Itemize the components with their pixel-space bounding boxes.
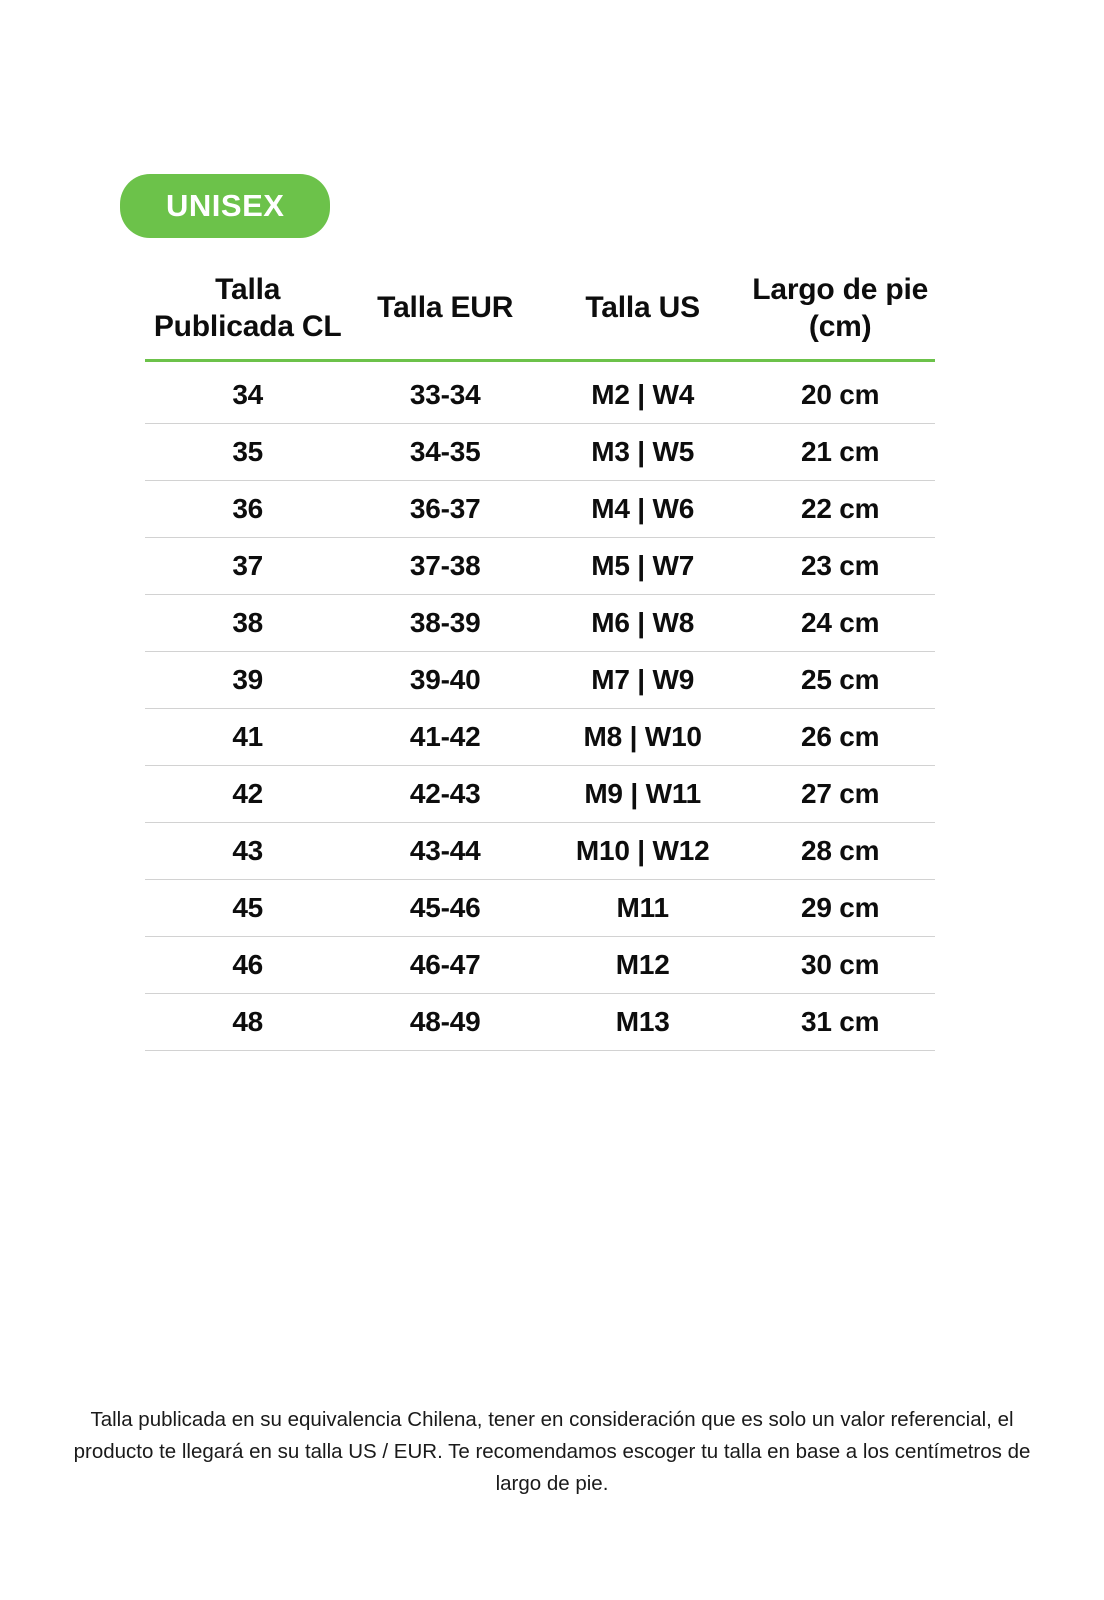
cell-talla-eur: 37-38 (409, 550, 481, 582)
cell-largo-pie: 30 cm (800, 949, 880, 981)
cell-talla-cl: 34 (232, 379, 264, 411)
unisex-badge: UNISEX (120, 174, 330, 238)
cell-talla-us: M2 | W4 (591, 379, 695, 411)
cell-largo-pie: 21 cm (800, 436, 880, 468)
cell-talla-eur: 41-42 (409, 721, 481, 753)
column-header-largo-pie: Largo de pie (cm) (752, 273, 929, 343)
cell-talla-us: M3 | W5 (591, 436, 695, 468)
cell-largo-pie: 23 cm (800, 550, 880, 582)
table-header-row (145, 272, 935, 361)
cell-largo-pie: 27 cm (800, 778, 880, 810)
cell-talla-cl: 46 (232, 949, 264, 981)
table-row (145, 880, 935, 937)
cell-talla-cl: 42 (232, 778, 264, 810)
cell-largo-pie: 20 cm (800, 379, 880, 411)
cell-talla-cl: 37 (232, 550, 264, 582)
cell-largo-pie: 26 cm (800, 721, 880, 753)
cell-talla-us: M6 | W8 (591, 607, 695, 639)
cell-largo-pie: 25 cm (800, 664, 880, 696)
cell-talla-cl: 48 (232, 1006, 264, 1038)
cell-talla-cl: 41 (232, 721, 264, 753)
table-row (145, 994, 935, 1051)
cell-talla-cl: 35 (232, 436, 264, 468)
cell-talla-eur: 46-47 (409, 949, 481, 981)
table-row (145, 766, 935, 823)
cell-talla-us: M7 | W9 (591, 664, 695, 696)
table-row (145, 823, 935, 880)
table-row (145, 709, 935, 766)
cell-largo-pie: 29 cm (800, 892, 880, 924)
category-badge-container (120, 174, 330, 238)
cell-talla-cl: 45 (232, 892, 264, 924)
disclaimer-text: Talla publicada en su equivalencia Chilena, tener en consideración que es solo un valor referencial, el producto te llegará en su talla US / EUR. Te recomendamos escoger tu talla en base a los centímetros de largo de pie. (73, 1408, 1031, 1495)
cell-talla-us: M12 (615, 949, 670, 981)
table-row (145, 424, 935, 481)
cell-talla-eur: 45-46 (409, 892, 481, 924)
column-header-talla-cl: Talla Publicada CL (153, 273, 342, 343)
cell-talla-eur: 39-40 (409, 664, 481, 696)
cell-talla-cl: 39 (232, 664, 264, 696)
cell-largo-pie: 28 cm (800, 835, 880, 867)
cell-talla-eur: 33-34 (409, 379, 481, 411)
cell-talla-us: M4 | W6 (591, 493, 695, 525)
cell-talla-us: M8 | W10 (583, 721, 702, 753)
cell-talla-eur: 36-37 (409, 493, 481, 525)
cell-largo-pie: 31 cm (800, 1006, 880, 1038)
table-header (145, 272, 935, 361)
table-body (145, 361, 935, 1051)
cell-talla-eur: 34-35 (409, 436, 481, 468)
table-row (145, 937, 935, 994)
table-row (145, 652, 935, 709)
cell-talla-cl: 36 (232, 493, 264, 525)
cell-talla-us: M13 (615, 1006, 670, 1038)
cell-largo-pie: 24 cm (800, 607, 880, 639)
table-row (145, 361, 935, 424)
column-header-talla-eur: Talla EUR (377, 291, 514, 325)
cell-talla-us: M5 | W7 (591, 550, 695, 582)
cell-talla-us: M10 | W12 (575, 835, 710, 867)
table-row (145, 538, 935, 595)
cell-talla-eur: 48-49 (409, 1006, 481, 1038)
table-row (145, 481, 935, 538)
table-row (145, 595, 935, 652)
cell-largo-pie: 22 cm (800, 493, 880, 525)
column-header-talla-us: Talla US (585, 291, 700, 325)
cell-talla-us: M11 (616, 892, 669, 924)
cell-talla-eur: 38-39 (409, 607, 481, 639)
size-table-container (145, 272, 935, 1051)
cell-talla-cl: 38 (232, 607, 264, 639)
cell-talla-us: M9 | W11 (584, 778, 702, 810)
cell-talla-eur: 43-44 (409, 835, 481, 867)
cell-talla-eur: 42-43 (409, 778, 481, 810)
size-conversion-table (145, 272, 935, 1051)
cell-talla-cl: 43 (232, 835, 264, 867)
